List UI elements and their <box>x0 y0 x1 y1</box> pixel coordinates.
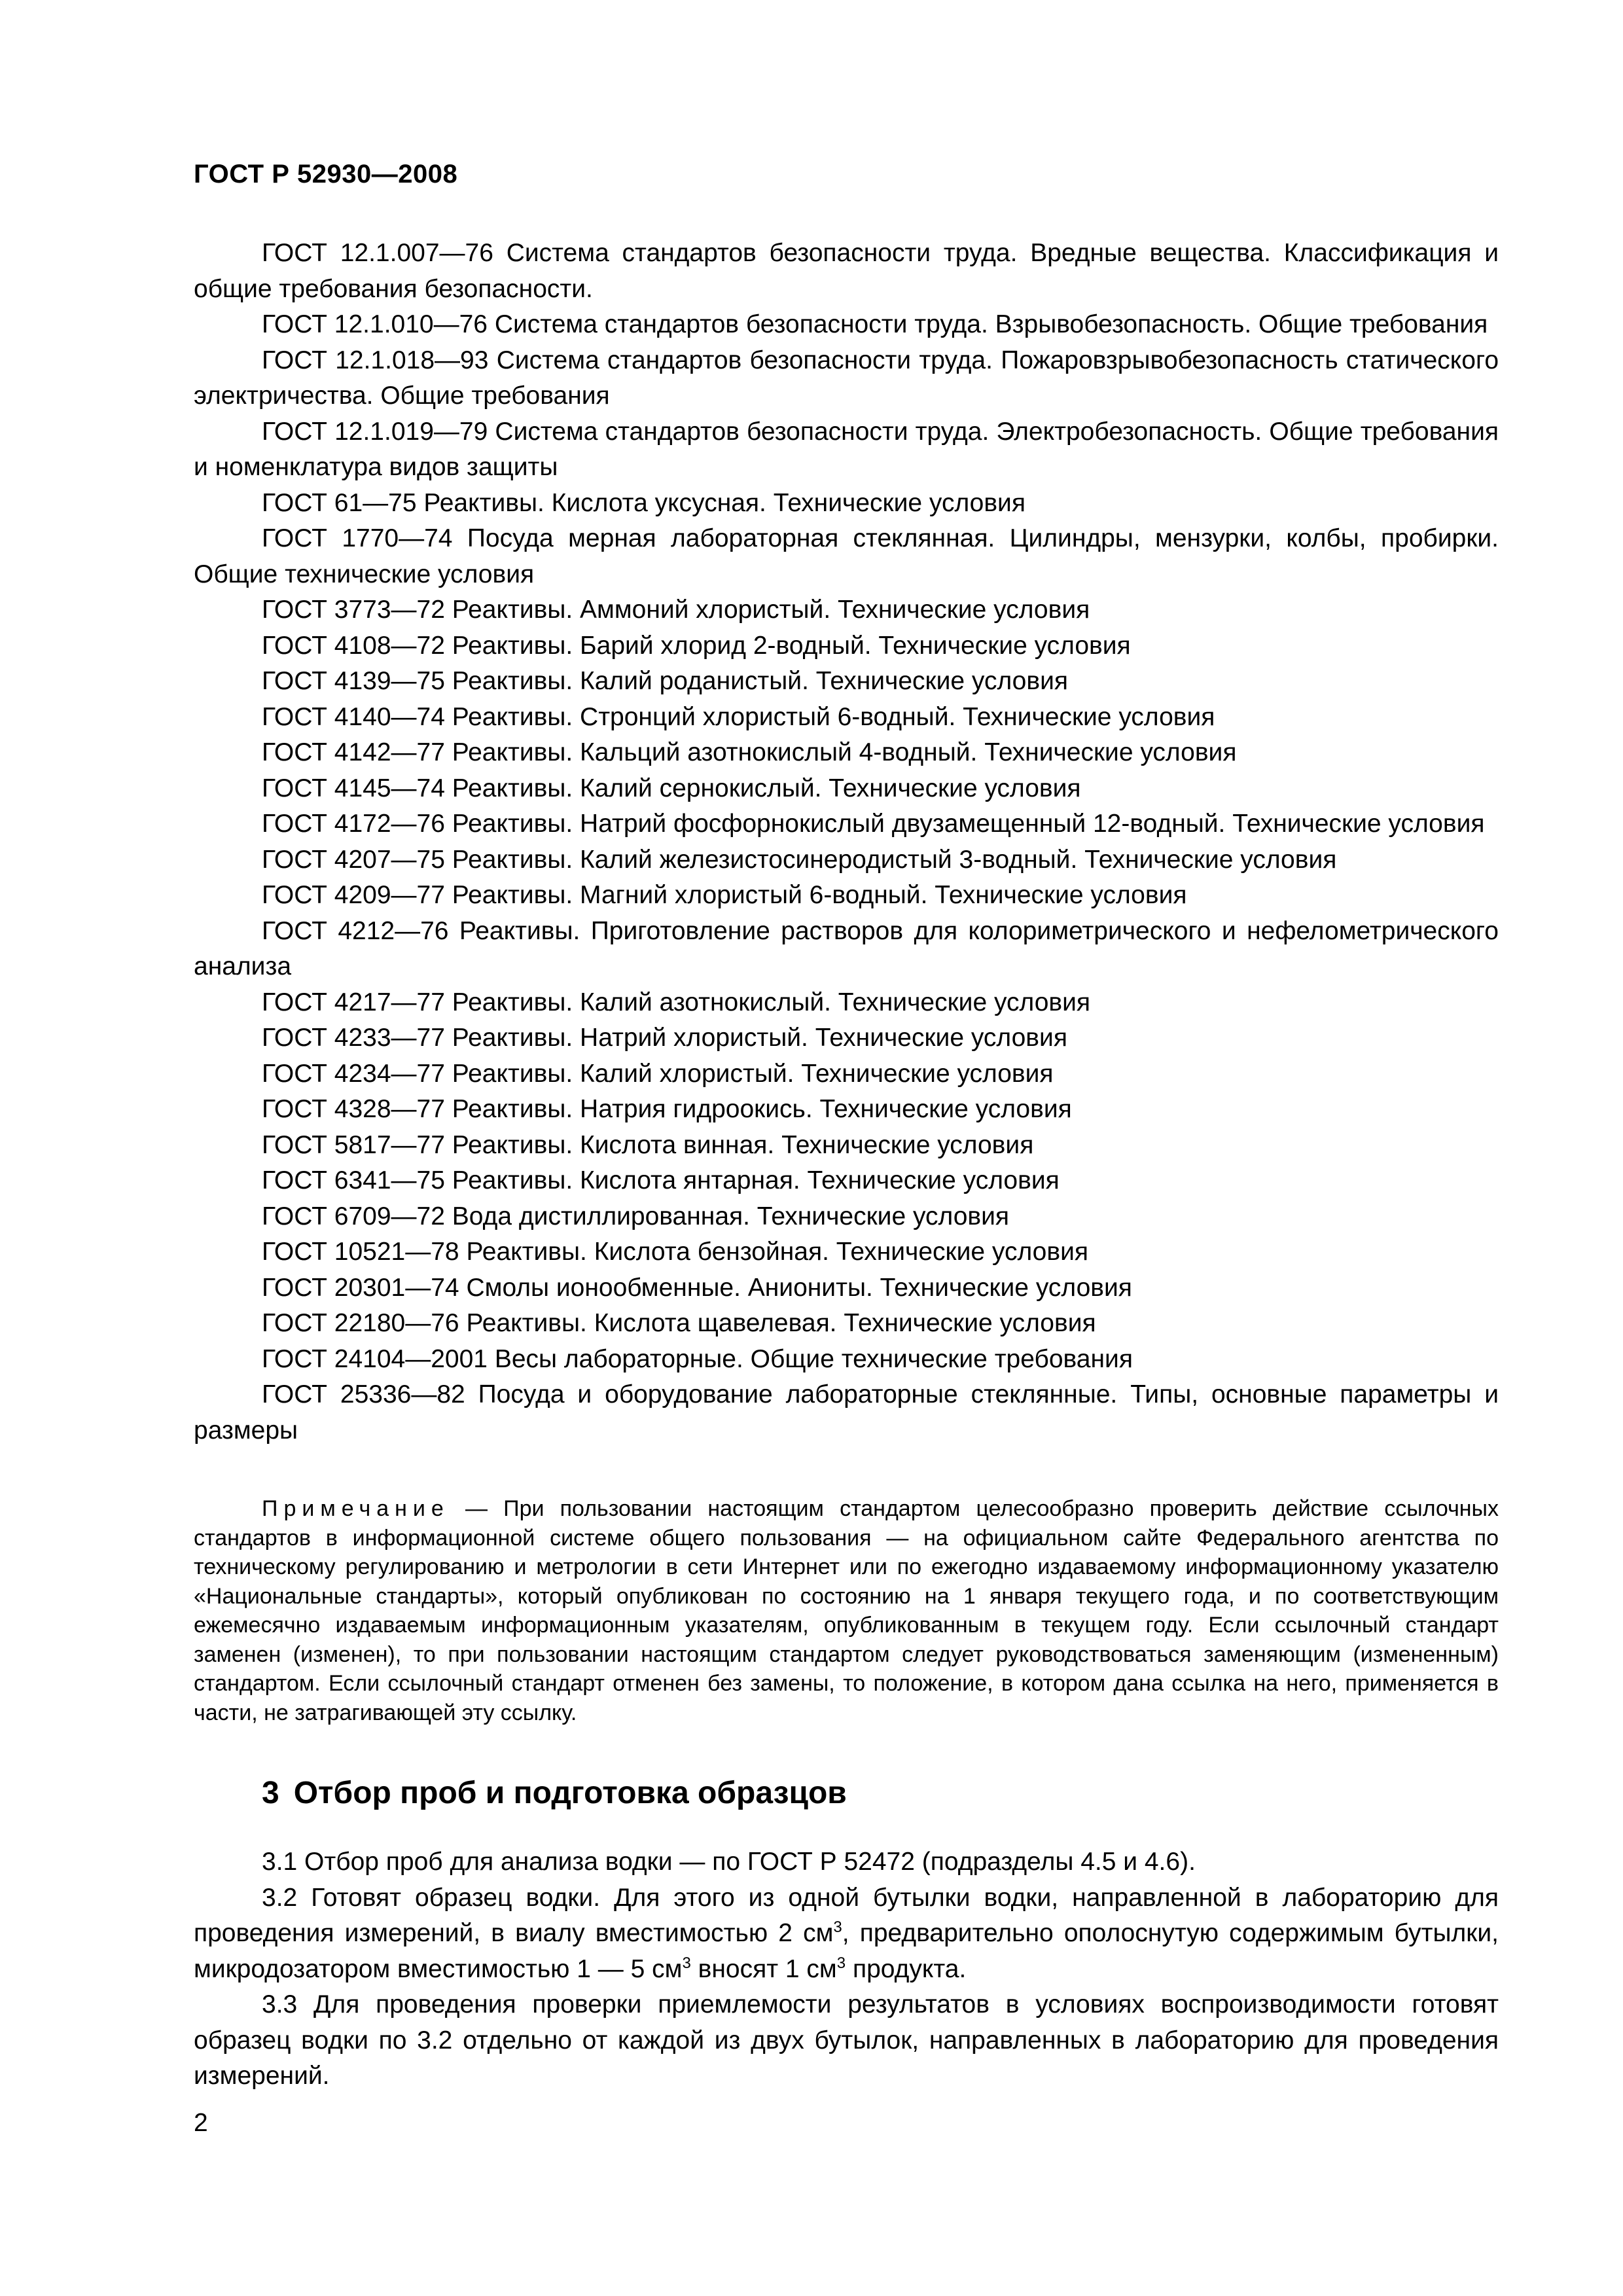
superscript: 3 <box>836 1954 846 1972</box>
reference-title: Реактивы. Приготовление растворов для колориметрического и нефелометрического анализа <box>194 916 1499 980</box>
note-text: — При пользовании настоящим стандартом целесообразно проверить действие ссылочных стандартов в информационной системе общего пользования — на официальном сайте Федерального агентства по техническому регулированию и метрологии в сети Интернет или по ежегодно издаваемому информационному указателю «Национальные стандарты», который опубликован по состоянию на 1 января текущего года, и по соответствующим ежемесячно издаваемым информационным указателям, опубликованным в текущем году. Если ссылочный стандарт заменен (изменен), то при пользовании настоящим стандартом следует руководствоваться заменяющим (измененным) стандартом. Если ссылочный стандарт отменен без замены, то положение, в котором дана ссылка на него, применяется в части, не затрагивающей эту ссылку. <box>194 1496 1499 1725</box>
reference-title: Реактивы. Натрия гидроокись. Технические условия <box>452 1095 1072 1123</box>
reference-code: ГОСТ 24104—2001 <box>262 1344 488 1373</box>
section-heading <box>262 1775 847 1811</box>
reference-title: Реактивы. Калий железистосинеродистый 3-водный. Технические условия <box>452 845 1337 874</box>
reference-item <box>194 1199 1499 1235</box>
reference-code: ГОСТ 4207—75 <box>262 845 445 874</box>
section-number: 3 <box>262 1776 279 1810</box>
reference-title: Система стандартов безопасности труда. Электробезопасность. Общие требования и номенклатура видов защиты <box>194 417 1499 481</box>
reference-item <box>194 700 1499 736</box>
paragraph-3-2-part-a: 3.2 Готовят образец водки. Для этого из одной бутылки водки, направленной в лабораторию для проведения измерений, в виалу вместимостью 2 см <box>194 1883 1499 1947</box>
reference-item <box>194 1020 1499 1056</box>
paragraph-3-3: 3.3 Для проведения проверки приемлемости результатов в условиях воспроизводимости готовят образец водки по 3.2 отдельно от каждой из двух бутылок, направленных в лабораторию для проведения измерений. <box>194 1990 1499 2090</box>
reference-title: Система стандартов безопасности труда. Взрывобезопасность. Общие требования <box>494 310 1488 338</box>
reference-item <box>194 985 1499 1021</box>
reference-code: ГОСТ 10521—78 <box>262 1238 459 1266</box>
reference-item <box>194 842 1499 878</box>
section-title-text: Отбор проб и подготовка образцов <box>293 1776 847 1810</box>
reference-item <box>194 1128 1499 1164</box>
reference-item <box>194 1234 1499 1270</box>
reference-code: ГОСТ 12.1.018—93 <box>262 346 489 374</box>
reference-code: ГОСТ 1770—74 <box>262 524 453 552</box>
note-block <box>194 1494 1499 1727</box>
reference-code: ГОСТ 25336—82 <box>262 1380 465 1408</box>
reference-code: ГОСТ 12.1.019—79 <box>262 417 488 446</box>
reference-item <box>194 771 1499 807</box>
reference-item <box>194 628 1499 664</box>
reference-code: ГОСТ 6709—72 <box>262 1202 445 1230</box>
reference-code: ГОСТ 4172—76 <box>262 810 445 838</box>
reference-code: ГОСТ 4140—74 <box>262 702 445 731</box>
reference-code: ГОСТ 4108—72 <box>262 631 445 660</box>
reference-item <box>194 486 1499 522</box>
reference-item <box>194 878 1499 914</box>
reference-code: ГОСТ 4217—77 <box>262 988 445 1016</box>
reference-code: ГОСТ 4212—76 <box>262 916 449 945</box>
reference-title: Реактивы. Аммоний хлористый. Технические условия <box>452 596 1090 624</box>
reference-code: ГОСТ 4142—77 <box>262 738 445 766</box>
reference-code: ГОСТ 5817—77 <box>262 1130 445 1159</box>
reference-item <box>194 236 1499 307</box>
reference-code: ГОСТ 61—75 <box>262 488 417 517</box>
reference-title: Реактивы. Калий хлористый. Технические условия <box>452 1059 1054 1088</box>
reference-title: Реактивы. Калий сернокислый. Технические условия <box>452 774 1081 802</box>
paragraph-3-1: 3.1 Отбор проб для анализа водки — по ГОСТ Р 52472 (подразделы 4.5 и 4.6). <box>262 1848 1196 1876</box>
reference-title: Реактивы. Стронций хлористый 6-водный. Технические условия <box>452 702 1215 731</box>
reference-code: ГОСТ 6341—75 <box>262 1166 445 1194</box>
paragraph-3-2-part-c: вносят 1 см <box>690 1954 837 1983</box>
reference-item <box>194 806 1499 842</box>
reference-title: Реактивы. Барий хлорид 2-водный. Технические условия <box>452 631 1131 660</box>
page-header: ГОСТ Р 52930—2008 <box>194 160 458 188</box>
paragraph-3-2 <box>194 1880 1499 1988</box>
superscript: 3 <box>833 1918 842 1936</box>
reference-title: Посуда и оборудование лабораторные стеклянные. Типы, основные параметры и размеры <box>194 1380 1499 1444</box>
reference-title: Вода дистиллированная. Технические условия <box>452 1202 1010 1230</box>
reference-item <box>194 307 1499 343</box>
reference-item <box>194 414 1499 486</box>
reference-item <box>194 1342 1499 1378</box>
reference-item <box>194 735 1499 771</box>
reference-title: Реактивы. Кислота уксусная. Технические условия <box>423 488 1026 517</box>
reference-code: ГОСТ 4328—77 <box>262 1095 445 1123</box>
reference-title: Реактивы. Калий азотнокислый. Технические условия <box>452 988 1091 1016</box>
reference-code: ГОСТ 20301—74 <box>262 1273 459 1302</box>
reference-title: Реактивы. Кислота бензойная. Технические условия <box>466 1238 1088 1266</box>
page-number: 2 <box>194 2109 208 2137</box>
reference-title: Реактивы. Натрий фосфорнокислый двузамещенный 12-водный. Технические условия <box>452 810 1485 838</box>
reference-title: Реактивы. Кислота винная. Технические условия <box>452 1130 1034 1159</box>
superscript: 3 <box>682 1954 691 1972</box>
paragraph-3-2-part-b: , предварительно ополоснутую содержимым бутылки, микродозатором вместимостью 1 — 5 см <box>194 1919 1499 1983</box>
reference-code: ГОСТ 12.1.010—76 <box>262 310 488 338</box>
reference-code: ГОСТ 4145—74 <box>262 774 445 802</box>
reference-title: Реактивы. Кислота щавелевая. Технические условия <box>466 1309 1096 1337</box>
reference-item <box>194 343 1499 414</box>
reference-title: Система стандартов безопасности труда. Вредные вещества. Классификация и общие требования безопасности. <box>194 239 1499 303</box>
reference-title: Система стандартов безопасности труда. Пожаровзрывобезопасность статического электричества. Общие требования <box>194 346 1499 410</box>
reference-code: ГОСТ 12.1.007—76 <box>262 239 493 267</box>
reference-title: Реактивы. Кислота янтарная. Технические условия <box>452 1166 1060 1194</box>
reference-item <box>194 664 1499 700</box>
note-label: Примечание <box>262 1496 450 1521</box>
reference-code: ГОСТ 4234—77 <box>262 1059 445 1088</box>
reference-title: Реактивы. Магний хлористый 6-водный. Технические условия <box>452 881 1187 909</box>
reference-item <box>194 1270 1499 1306</box>
reference-code: ГОСТ 3773—72 <box>262 596 445 624</box>
reference-title: Весы лабораторные. Общие технические требования <box>494 1344 1133 1373</box>
reference-title: Смолы ионообменные. Аниониты. Технические условия <box>466 1273 1132 1302</box>
reference-item <box>194 1056 1499 1092</box>
reference-item <box>194 1092 1499 1128</box>
reference-item <box>194 914 1499 985</box>
reference-item <box>194 1377 1499 1448</box>
reference-code: ГОСТ 4139—75 <box>262 667 445 695</box>
reference-item <box>194 1306 1499 1342</box>
reference-title: Посуда мерная лабораторная стеклянная. Цилиндры, мензурки, колбы, пробирки. Общие технические условия <box>194 524 1499 588</box>
section-body <box>194 1844 1499 2094</box>
reference-code: ГОСТ 4233—77 <box>262 1024 445 1052</box>
reference-title: Реактивы. Кальций азотнокислый 4-водный. Технические условия <box>452 738 1237 766</box>
reference-code: ГОСТ 22180—76 <box>262 1309 459 1337</box>
normative-references-list <box>194 236 1499 1448</box>
reference-item <box>194 1163 1499 1199</box>
reference-title: Реактивы. Натрий хлористый. Технические условия <box>452 1024 1067 1052</box>
reference-title: Реактивы. Калий роданистый. Технические условия <box>452 667 1068 695</box>
reference-item <box>194 592 1499 628</box>
reference-code: ГОСТ 4209—77 <box>262 881 445 909</box>
reference-item <box>194 521 1499 592</box>
paragraph-3-2-part-d: продукта. <box>846 1954 967 1983</box>
